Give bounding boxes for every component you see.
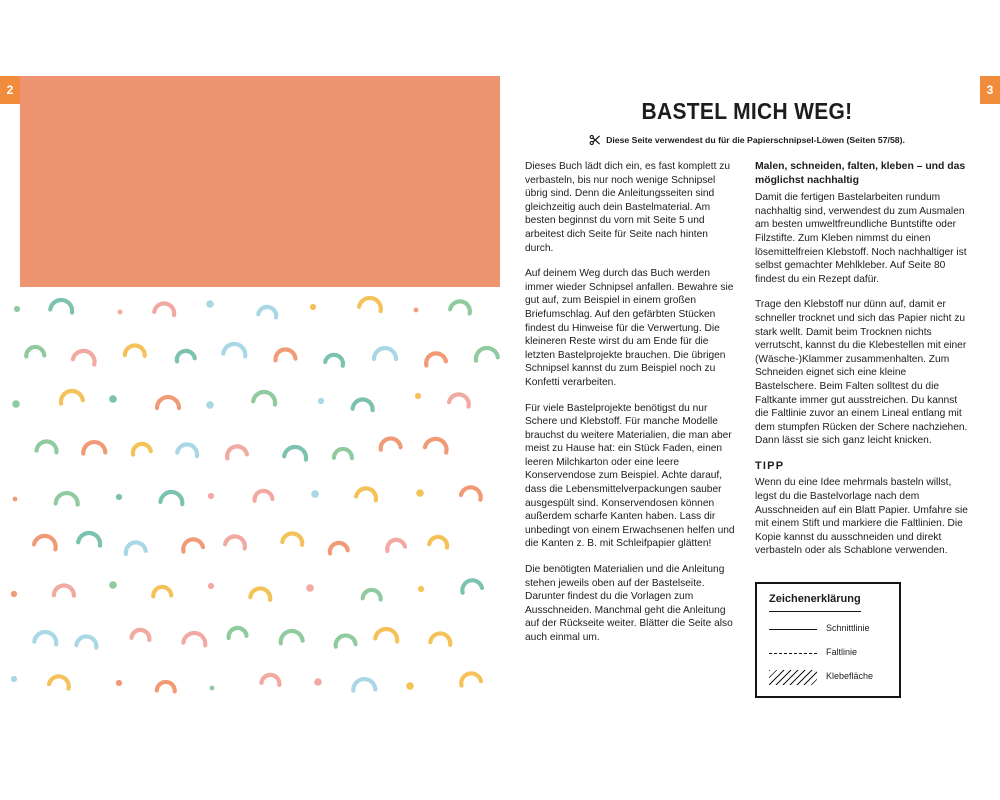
usage-note-text: Diese Seite verwendest du für die Papierschnipsel-Löwen (Seiten 57/58). [606,135,905,145]
paragraph: Trage den Klebstoff nur dünn auf, damit er schneller trocknet und sich das Papier nicht zu stark wellt. Damit beim Trocknen nichts verrutscht, kannst du die Klebestellen mit einer (Wäsche-)Klammer zusammenhalten. Zum Schneiden eignet sich eine kleine Bastelschere. Beim Falten solltest du die Faltkante immer gut ausstreichen. Du kannst die Faltlinie zuvor an einem Lineal entlang mit dem stumpfen Rücken der Schere nachziehen. Dann lässt sie sich ganz leicht knicken. [755,299,968,447]
tip-text: Wenn du eine Idee mehrmals basteln willst, legst du die Bastelvorlage nach dem Ausschneiden auf ein Blatt Papier. Umfahre sie mit einem Stift und markiere die Faltlinien. Die Kopie kannst du ausschneiden und direkt verbasteln oder als Schablone verwenden. [755,477,968,557]
scissors-icon [589,134,601,146]
legend-item-faltlinie [769,646,887,661]
legend-box [755,582,901,698]
legend-title: Zeichenerklärung [769,593,861,612]
page-number-tab-left [0,76,20,104]
legend-label: Schnittlinie [826,623,870,634]
legend-label: Klebefläche [826,671,874,682]
legend-item-schnittlinie [769,622,887,637]
paragraph: Auf deinem Weg durch das Buch werden immer wieder Schnipsel anfallen. Bewahre sie gut auf, zum Beispiel in einem großen Briefumschlag. Auf den gefärbten Stücken findest du Hinweise für die Verwertung. Die kleineren Reste wirst du am Ende für die letzten Bastelprojekte brauchen. Die übrigen Schnipsel kannst du zum Beispiel noch zu Konfetti verarbeiten. [525,268,734,388]
rainbow-pattern-area [0,287,500,730]
text-column-right [755,160,969,698]
page-number-right: 3 [986,83,994,97]
page-number-left: 2 [6,83,14,97]
paragraph: Dieses Buch lädt dich ein, es fast komplett zu verbasteln, bis nur noch wenige Schnipsel übrig sind. Denn die Anleitungsseiten sind gleichzeitig auch dein Bastelmaterial. Am besten beginnst du vorn mit Seite 5 und arbeitest dich Seite für Seite nach hinten durch. [525,161,730,254]
page-number-tab-right [980,76,1000,104]
hatched-area-symbol [769,670,817,685]
legend-label: Faltlinie [826,647,858,658]
text-column-left [525,160,737,657]
paragraph: Die benötigten Materialien und die Anleitung stehen jeweils oben auf der Bastelseite. Darunter findest du die Vorlagen zum Ausschneiden. Manchmal geht die Anleitung auf der Rückseite weiter. Blätter die Seite also auch einmal um. [525,564,733,643]
section-heading: Malen, schneiden, falten, kleben – und das möglichst nachhaltig [755,161,966,186]
paragraph: Für viele Bastelprojekte benötigst du nur Schere und Klebstoff. Für manche Modelle brauchst du weitere Materialien, die man aber meist zu Hause hat: ein Stück Faden, einen leeren Milchkarton oder eine leere Konservendose zum Beispiel. Achte darauf, dass die Lebensmittelverpackungen sauber ausgespült sind. Konservendosen können außerdem scharfe Kanten haben. Lass dir unbedingt von einem Erwachsenen helfen und die Kanten z. B. mit Schleifpapier glätten! [525,402,735,550]
legend-item-klebeflaeche [769,670,887,685]
solid-line-symbol [769,629,817,630]
usage-note [505,134,989,146]
dashed-line-symbol [769,653,817,654]
tip-label: TIPP [755,459,785,472]
color-block [20,76,500,287]
rainbow-pattern-svg [0,287,500,730]
page-title: BASTEL MICH WEG! [641,99,853,125]
paragraph: Damit die fertigen Bastelarbeiten rundum nachhaltig sind, verwendest du zum Ausmalen am besten umweltfreundliche Buntstifte oder Filzstifte. Zum Kleben nimmst du einen lösemittelfreien Klebstoff. Noch nachhaltiger ist selbst gemachter Mehlkleber. Auf Seite 80 findest du ein Rezept dafür. [755,192,967,285]
